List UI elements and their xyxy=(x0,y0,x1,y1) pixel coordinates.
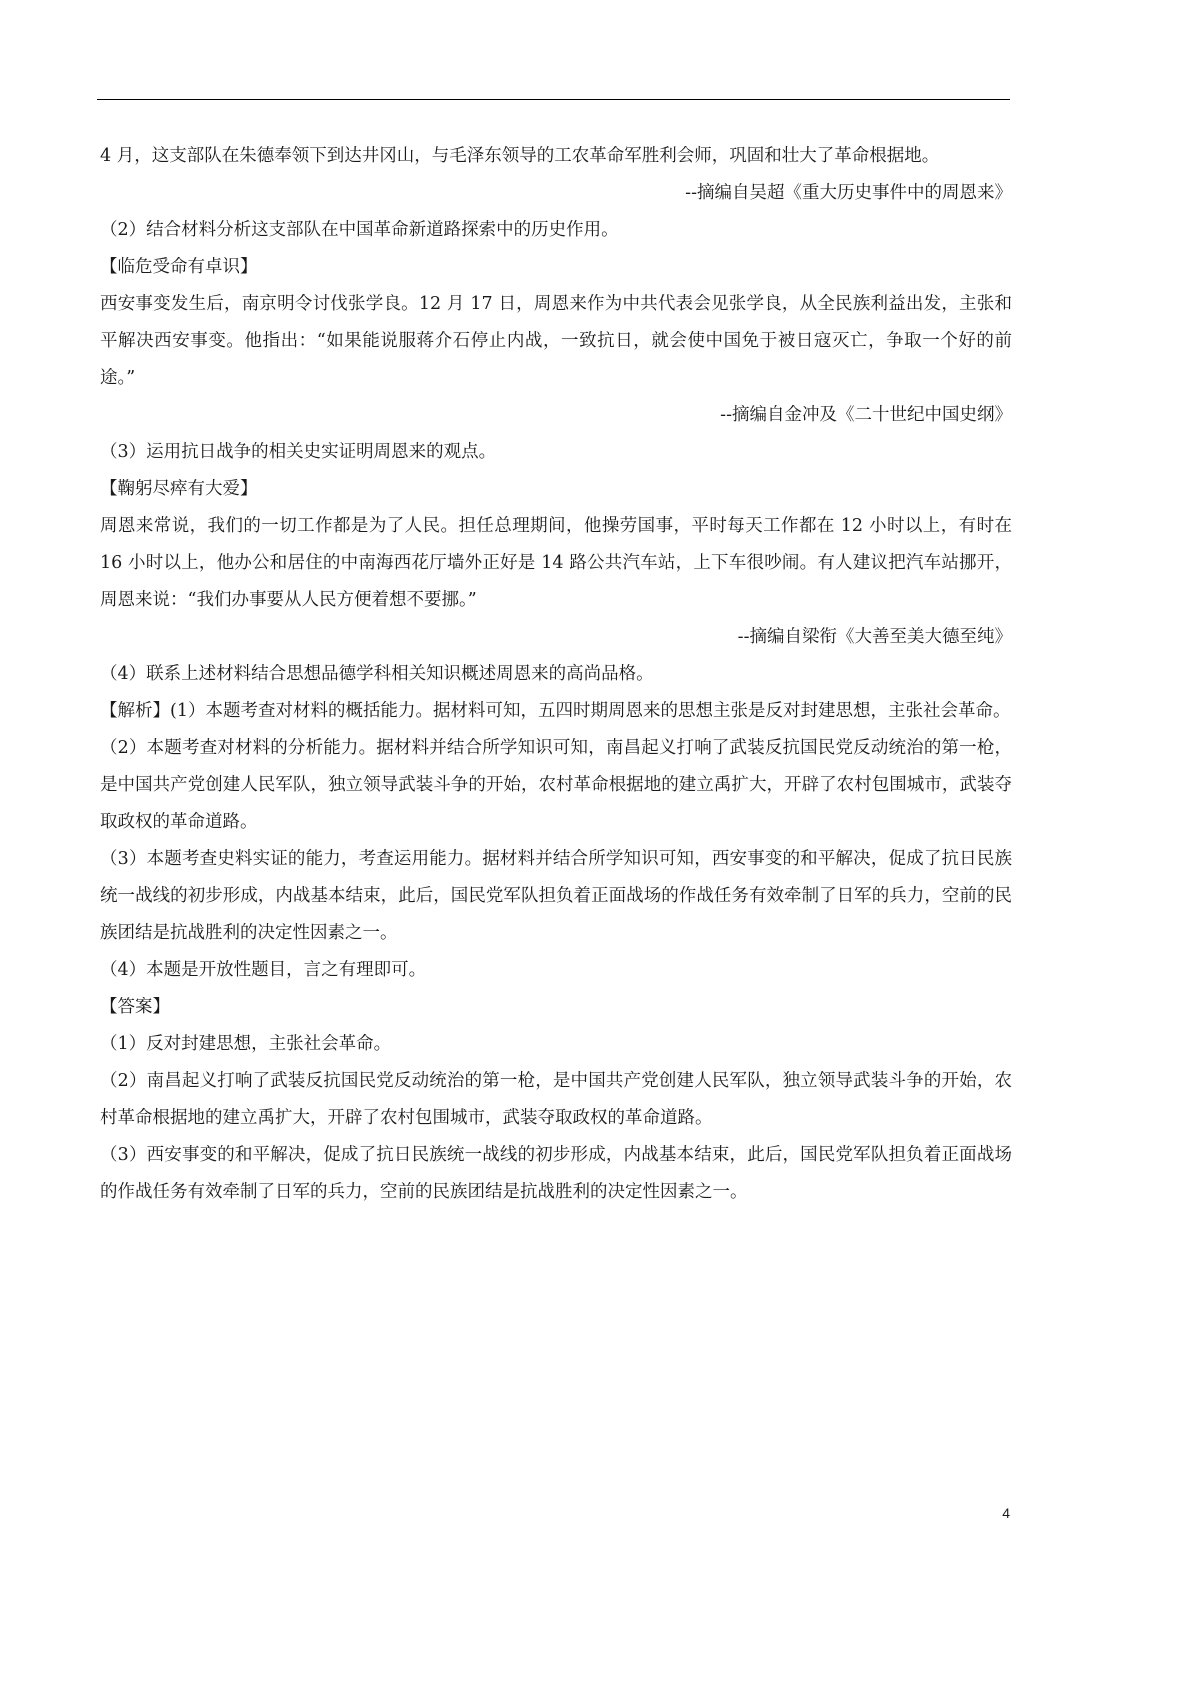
document-body xyxy=(100,138,1012,1211)
analysis-2: （2）本题考查对材料的分析能力。据材料并结合所学知识可知，南昌起义打响了武装反抗国民党反动统治的第一枪，是中国共产党创建人民军队，独立领导武装斗争的开始，农村革命根据地的建立禹扩大，开辟了农村包围城市，武装夺取政权的革命道路。 xyxy=(100,738,1012,832)
question-3: （3）运用抗日战争的相关史实证明周恩来的观点。 xyxy=(100,442,497,462)
section-heading-3: 【临危受命有卓识】 xyxy=(100,257,258,277)
header-rule xyxy=(97,99,1010,100)
material-paragraph-3: 西安事变发生后，南京明令讨伐张学良。12 月 17 日，周恩来作为中共代表会见张学良，从全民族利益出发，主张和平解决西安事变。他指出：“如果能说服蒋介石停止内战，一致抗日，就会使中国免于被日寇灭亡，争取一个好的前途。” xyxy=(100,294,1012,388)
answer-1: （1）反对封建思想，主张社会革命。 xyxy=(100,1034,392,1054)
answer-heading: 【答案】 xyxy=(100,997,170,1017)
material-paragraph-4: 周恩来常说，我们的一切工作都是为了人民。担任总理期间，他操劳国事，平时每天工作都在 12 小时以上，有时在 16 小时以上，他办公和居住的中南海西花厅墙外正好是 14 路公共汽车站，上下车很吵闹。有人建议把汽车站挪开，周恩来说：“我们办事要从人民方便着想不要挪。” xyxy=(100,516,1012,610)
source-citation-3: --摘编自金冲及《二十世纪中国史纲》 xyxy=(720,405,1012,425)
section-heading-4: 【鞠躬尽瘁有大爱】 xyxy=(100,479,258,499)
question-4: （4）联系上述材料结合思想品德学科相关知识概述周恩来的高尚品格。 xyxy=(100,664,654,684)
material-paragraph-1: 4 月，这支部队在朱德奉领下到达井冈山，与毛泽东领导的工农革命军胜利会师，巩固和壮大了革命根据地。 xyxy=(100,146,940,166)
question-2: （2）结合材料分析这支部队在中国革命新道路探索中的历史作用。 xyxy=(100,220,619,240)
analysis-1: 【解析】(1）本题考查对材料的概括能力。据材料可知，五四时期周恩来的思想主张是反对封建思想，主张社会革命。 xyxy=(100,701,1011,721)
source-citation-4: --摘编自梁衔《大善至美大德至纯》 xyxy=(737,627,1012,647)
source-citation-1: --摘编自吴超《重大历史事件中的周恩来》 xyxy=(685,183,1012,203)
analysis-4: （4）本题是开放性题目，言之有理即可。 xyxy=(100,960,427,980)
answer-2: （2）南昌起义打响了武装反抗国民党反动统治的第一枪，是中国共产党创建人民军队，独立领导武装斗争的开始，农村革命根据地的建立禹扩大，开辟了农村包围城市，武装夺取政权的革命道路。 xyxy=(100,1071,1012,1128)
analysis-3: （3）本题考查史料实证的能力，考查运用能力。据材料并结合所学知识可知，西安事变的和平解决，促成了抗日民族统一战线的初步形成，内战基本结束，此后，国民党军队担负着正面战场的作战任务有效牵制了日军的兵力，空前的民族团结是抗战胜利的决定性因素之一。 xyxy=(100,849,1012,943)
answer-3: （3）西安事变的和平解决，促成了抗日民族统一战线的初步形成，内战基本结束，此后，国民党军队担负着正面战场的作战任务有效牵制了日军的兵力，空前的民族团结是抗战胜利的决定性因素之一。 xyxy=(100,1145,1012,1202)
page-number: 4 xyxy=(1002,1505,1010,1521)
